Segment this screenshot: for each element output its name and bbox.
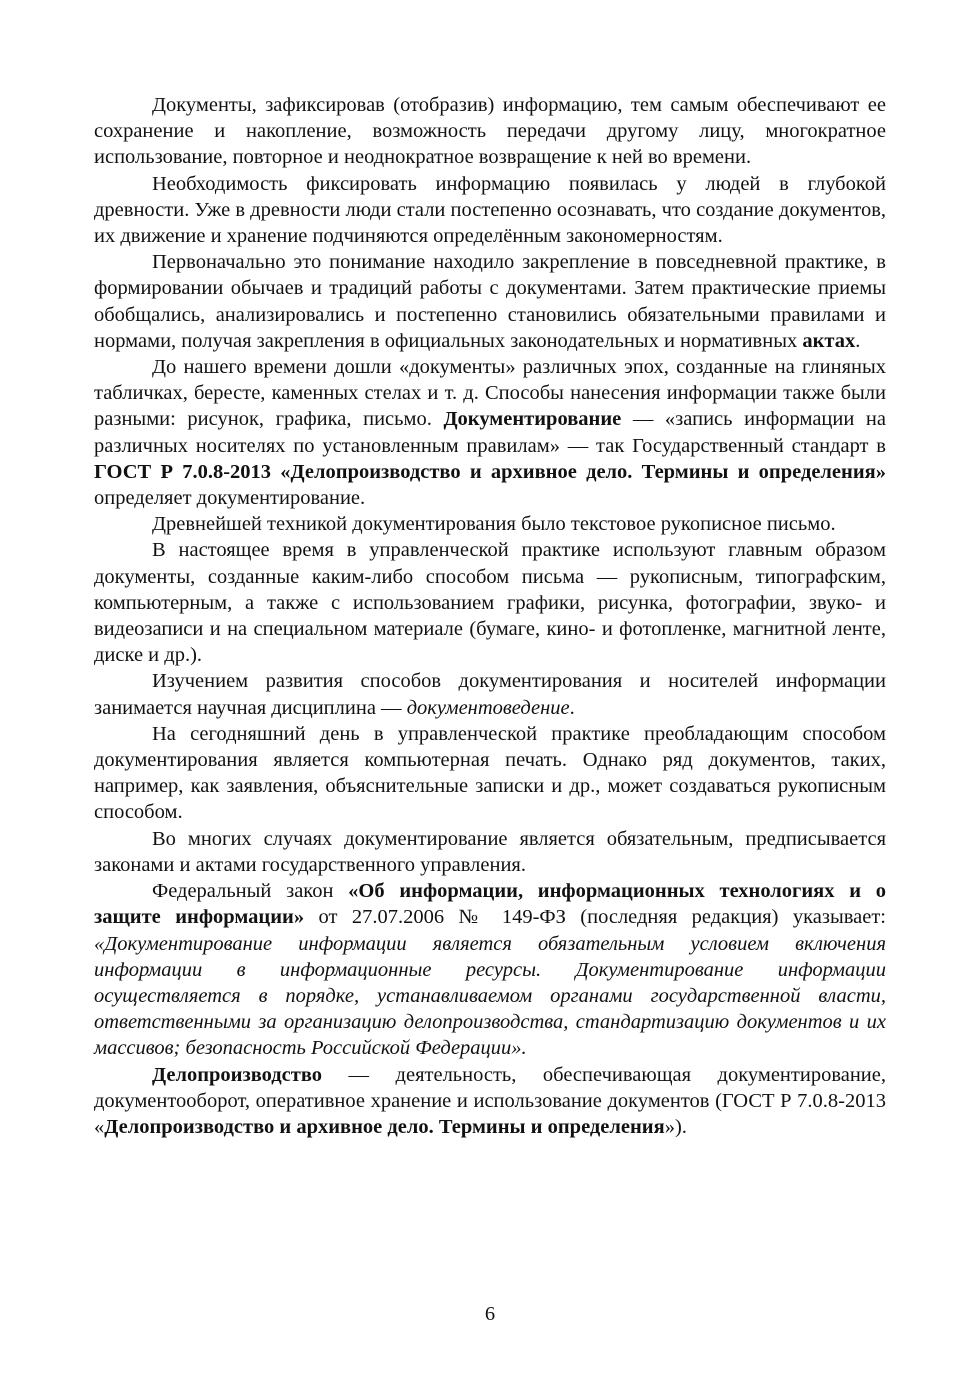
paragraph-2-text: Необходимость фиксировать информацию появилась у людей в глубокой древности. Уже в древности люди стали постепенно осознавать, что создание документов, их движение и хранение подчиняются определённым закономерностям. [94, 172, 886, 248]
paragraph-8 [94, 721, 886, 826]
paragraph-11-text: — деятельность, обеспечивающая документирование, документооборот, оперативное хранение и использование документов (ГОСТ Р 7.0.8-2013 « [94, 1063, 886, 1138]
italic-term-documentovedenie: документоведение [406, 696, 570, 719]
page-body [94, 92, 886, 1140]
paragraph-4-text: До нашего времени дошли «документы» различных эпох, созданные на глиняных табличках, бересте, каменных стелах и т. д. Способы нанесения информации также были разными: рисунок, графика, письмо. [94, 356, 886, 431]
bold-term-deloproizvodstvo: Делопроизводство [152, 1063, 323, 1086]
paragraph-10 [94, 878, 886, 1061]
paragraph-7-end: . [569, 696, 575, 719]
paragraph-3-end: . [855, 329, 861, 352]
paragraph-9 [94, 826, 886, 878]
paragraph-10-text: Федеральный закон [152, 880, 349, 903]
paragraph-5 [94, 511, 886, 537]
paragraph-11 [94, 1062, 886, 1141]
paragraph-3 [94, 249, 886, 354]
bold-law-title: «Об информации, информационных технологиях и о защите информации» [94, 880, 887, 929]
paragraph-9-text: Во многих случаях документирование является обязательным, предписывается законами и актами государственного управления. [94, 827, 886, 876]
paragraph-4-end: определяет документирование. [94, 487, 366, 510]
paragraph-10-middle: от 27.07.2006 № 149-ФЗ (последняя редакция) указывает: [304, 906, 886, 929]
bold-gost-reference: ГОСТ Р 7.0.8-2013 «Делопроизводство и архивное дело. Термины и определения» [94, 460, 886, 483]
paragraph-6 [94, 537, 886, 668]
bold-term-aktah: актах [802, 329, 856, 352]
paragraph-3-text: Первоначально это понимание находило закрепление в повседневной практике, в формировании обычаев и традиций работы с документами. Затем практические приемы обобщались, анализировались и постепенно становились обязательными правилами и нормами, получая закрепления в официальных законодательных и нормативных [94, 251, 886, 352]
paragraph-8-text: На сегодняшний день в управленческой практике преобладающим способом документирования является компьютерная печать. Однако ряд документов, таких, например, как заявления, объяснительные записки и др., может создаваться рукописным способом. [94, 722, 886, 824]
paragraph-6-text: В настоящее время в управленческой практике используют главным образом документы, созданные каким-либо способом письма — рукописным, типографским, компьютерным, а также с использованием графики, рисунка, фотографии, звуко- и видеозаписи и на специальном материале (бумаге, кино- и фотопленке, магнитной ленте, диске и др.). [94, 539, 886, 667]
paragraph-1-text: Документы, зафиксировав (отобразив) информацию, тем самым обеспечивают ее сохранение и накопление, возможность передачи другому лицу, многократное использование, повторное и неоднократное возвращение к ней во времени. [94, 94, 886, 169]
paragraph-4 [94, 354, 886, 511]
bold-gost-title: Делопроизводство и архивное дело. Термины и определения [104, 1115, 665, 1138]
italic-law-quote: «Документирование информации является обязательным условием включения информации в информационные ресурсы. Документирование информации осуществляется в порядке, устанавливаемом органами государственной власти, ответственными за организацию делопроизводства, стандартизацию документов и их массивов; безопасность Российской Федерации». [94, 932, 886, 1060]
paragraph-11-end: »). [664, 1115, 687, 1138]
page-number: 6 [484, 1303, 496, 1325]
paragraph-2 [94, 171, 886, 250]
paragraph-7 [94, 668, 886, 720]
paragraph-4-definition: — «запись информации на различных носителях по установленным правилам» — так Государственный стандарт в [94, 408, 886, 457]
paragraph-7-text: Изучением развития способов документирования и носителей информации занимается научная дисциплина — [94, 670, 886, 719]
bold-term-documentirovanie: Документирование [443, 408, 622, 431]
paragraph-1 [94, 92, 886, 171]
paragraph-5-text: Древнейшей техникой документирования было текстовое рукописное письмо. [152, 513, 836, 536]
